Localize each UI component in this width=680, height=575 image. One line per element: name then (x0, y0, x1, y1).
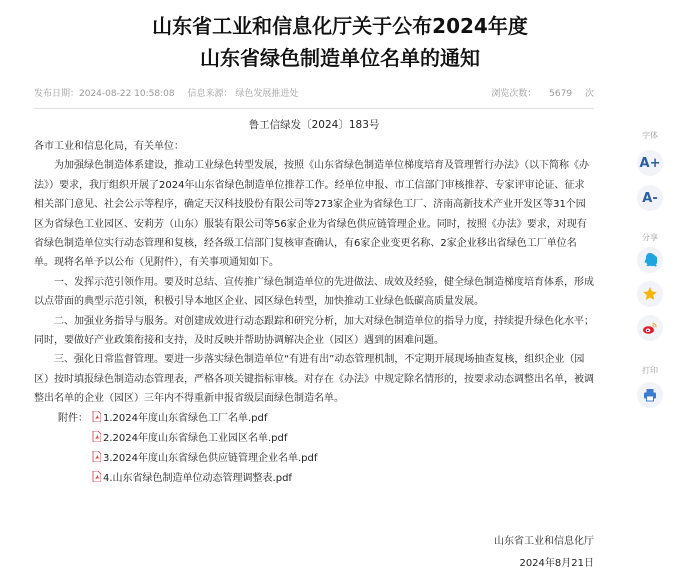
attachment-link-2[interactable]: 2.2024年度山东省绿色工业园区名单.pdf (103, 432, 288, 444)
signature-date: 2024年8月21日 (519, 558, 594, 569)
view-count-value: 5679 (549, 89, 573, 99)
article-meta (34, 86, 594, 102)
attachment-item (58, 469, 594, 489)
attachment-item (58, 429, 594, 449)
view-count (491, 86, 594, 102)
star-icon (642, 286, 658, 302)
share-qzone-button[interactable] (637, 281, 663, 307)
font-size-label: 字体 (642, 131, 658, 140)
attachment-link-3[interactable]: 3.2024年度山东省绿色供应链管理企业名单.pdf (103, 452, 318, 464)
qq-icon (643, 252, 657, 268)
pdf-icon (92, 410, 101, 421)
article-title-line-1: 山东省工业和信息化厅关于公布2024年度 (152, 14, 528, 38)
article-body (34, 137, 594, 489)
signature-org: 山东省工业和信息化厅 (494, 536, 594, 547)
share-qq-button[interactable] (637, 247, 663, 273)
attachment-link-4[interactable]: 4.山东省绿色制造单位动态管理调整表.pdf (103, 472, 292, 484)
attachment-label: 附件： (58, 412, 88, 424)
info-source: 信息来源： 绿色发展推进处 (187, 89, 299, 99)
article-title-line-2: 山东省绿色制造单位名单的通知 (200, 46, 480, 70)
font-increase-icon: A+ (639, 155, 661, 171)
article-title (0, 10, 680, 74)
attachment-list (34, 409, 594, 489)
view-count-unit: 次 (584, 89, 594, 99)
paragraph-1: 一、发挥示范引领作用。要及时总结、宣传推广绿色制造单位的先进做法、成效及经验，健全绿色制造梯度培育体系，形成以点带面的典型示范引领，积极引导本地区企业、园区绿色转型，加快推动工业绿色低碳高质量发展。 (34, 276, 594, 308)
publish-date: 发布日期：2024-08-22 10:58:08 (34, 89, 175, 99)
document-number: 鲁工信绿发〔2024〕183号 (248, 119, 380, 131)
meta-divider (34, 108, 594, 109)
paragraph-3: 三、强化日常监督管理。要进一步落实绿色制造单位“有进有出”动态管理机制，不定期开展现场抽查复核，组织企业（园区）按时填报绿色制造动态管理表，严格各项关键指标审核。对存在《办法》中规定除名情形的，按要求动态调整出名单，被调整出名单的企业（园区）三年内不得重新申报省级层面绿色制造名单。 (34, 354, 594, 405)
attachment-link-1[interactable]: 1.2024年度山东省绿色工厂名单.pdf (103, 412, 268, 424)
pdf-icon (92, 430, 101, 441)
share-label: 分享 (642, 233, 658, 242)
font-decrease-button[interactable] (637, 185, 663, 211)
font-increase-button[interactable] (637, 150, 663, 176)
print-button[interactable] (637, 382, 663, 408)
attachment-item (58, 449, 594, 469)
font-decrease-icon: A- (642, 190, 658, 206)
weibo-icon (642, 321, 658, 335)
share-weibo-button[interactable] (637, 315, 663, 341)
paragraph-intro: 为加强绿色制造体系建设，推动工业绿色转型发展，按照《山东省绿色制造单位梯度培育及管理暂行办法》（以下简称《办法》）要求，我厅组织开展了2024年山东省绿色制造单位推荐工作。经单位申报、市工信部门审核推荐、专家评审论证、征求相关部门意见、社会公示等程序，确定天汉科技股份有限公司等273家企业为省绿色工厂、济南高新技术产业开发区等31个园区为省绿色工业园区、安莉芳（山东）服装有限公司等56家企业为省绿色供应链管理企业。同时，按照《办法》要求，对现有省绿色制造单位实行动态管理和复核，经各级工信部门复核审查确认，有6家企业变更名称、2家企业移出省绿色工厂单位名单。现将名单予以公布（见附件），有关事项通知如下。 (34, 160, 589, 269)
pdf-icon (92, 470, 101, 481)
pdf-icon (92, 450, 101, 461)
view-count-label: 浏览次数： (491, 89, 537, 99)
printer-icon (643, 388, 657, 402)
print-label: 打印 (642, 366, 658, 375)
attachment-item (58, 409, 594, 429)
salutation: 各市工业和信息化局，有关单位： (34, 141, 184, 152)
paragraph-2: 二、加强业务指导与服务。对创建成效进行动态跟踪和研究分析，加大对绿色制造单位的指导力度，持续提升绿色化水平；同时，要做好产业政策衔接和支持，及时反映并帮助协调解决企业（园区）遇到的困难问题。 (34, 315, 594, 347)
